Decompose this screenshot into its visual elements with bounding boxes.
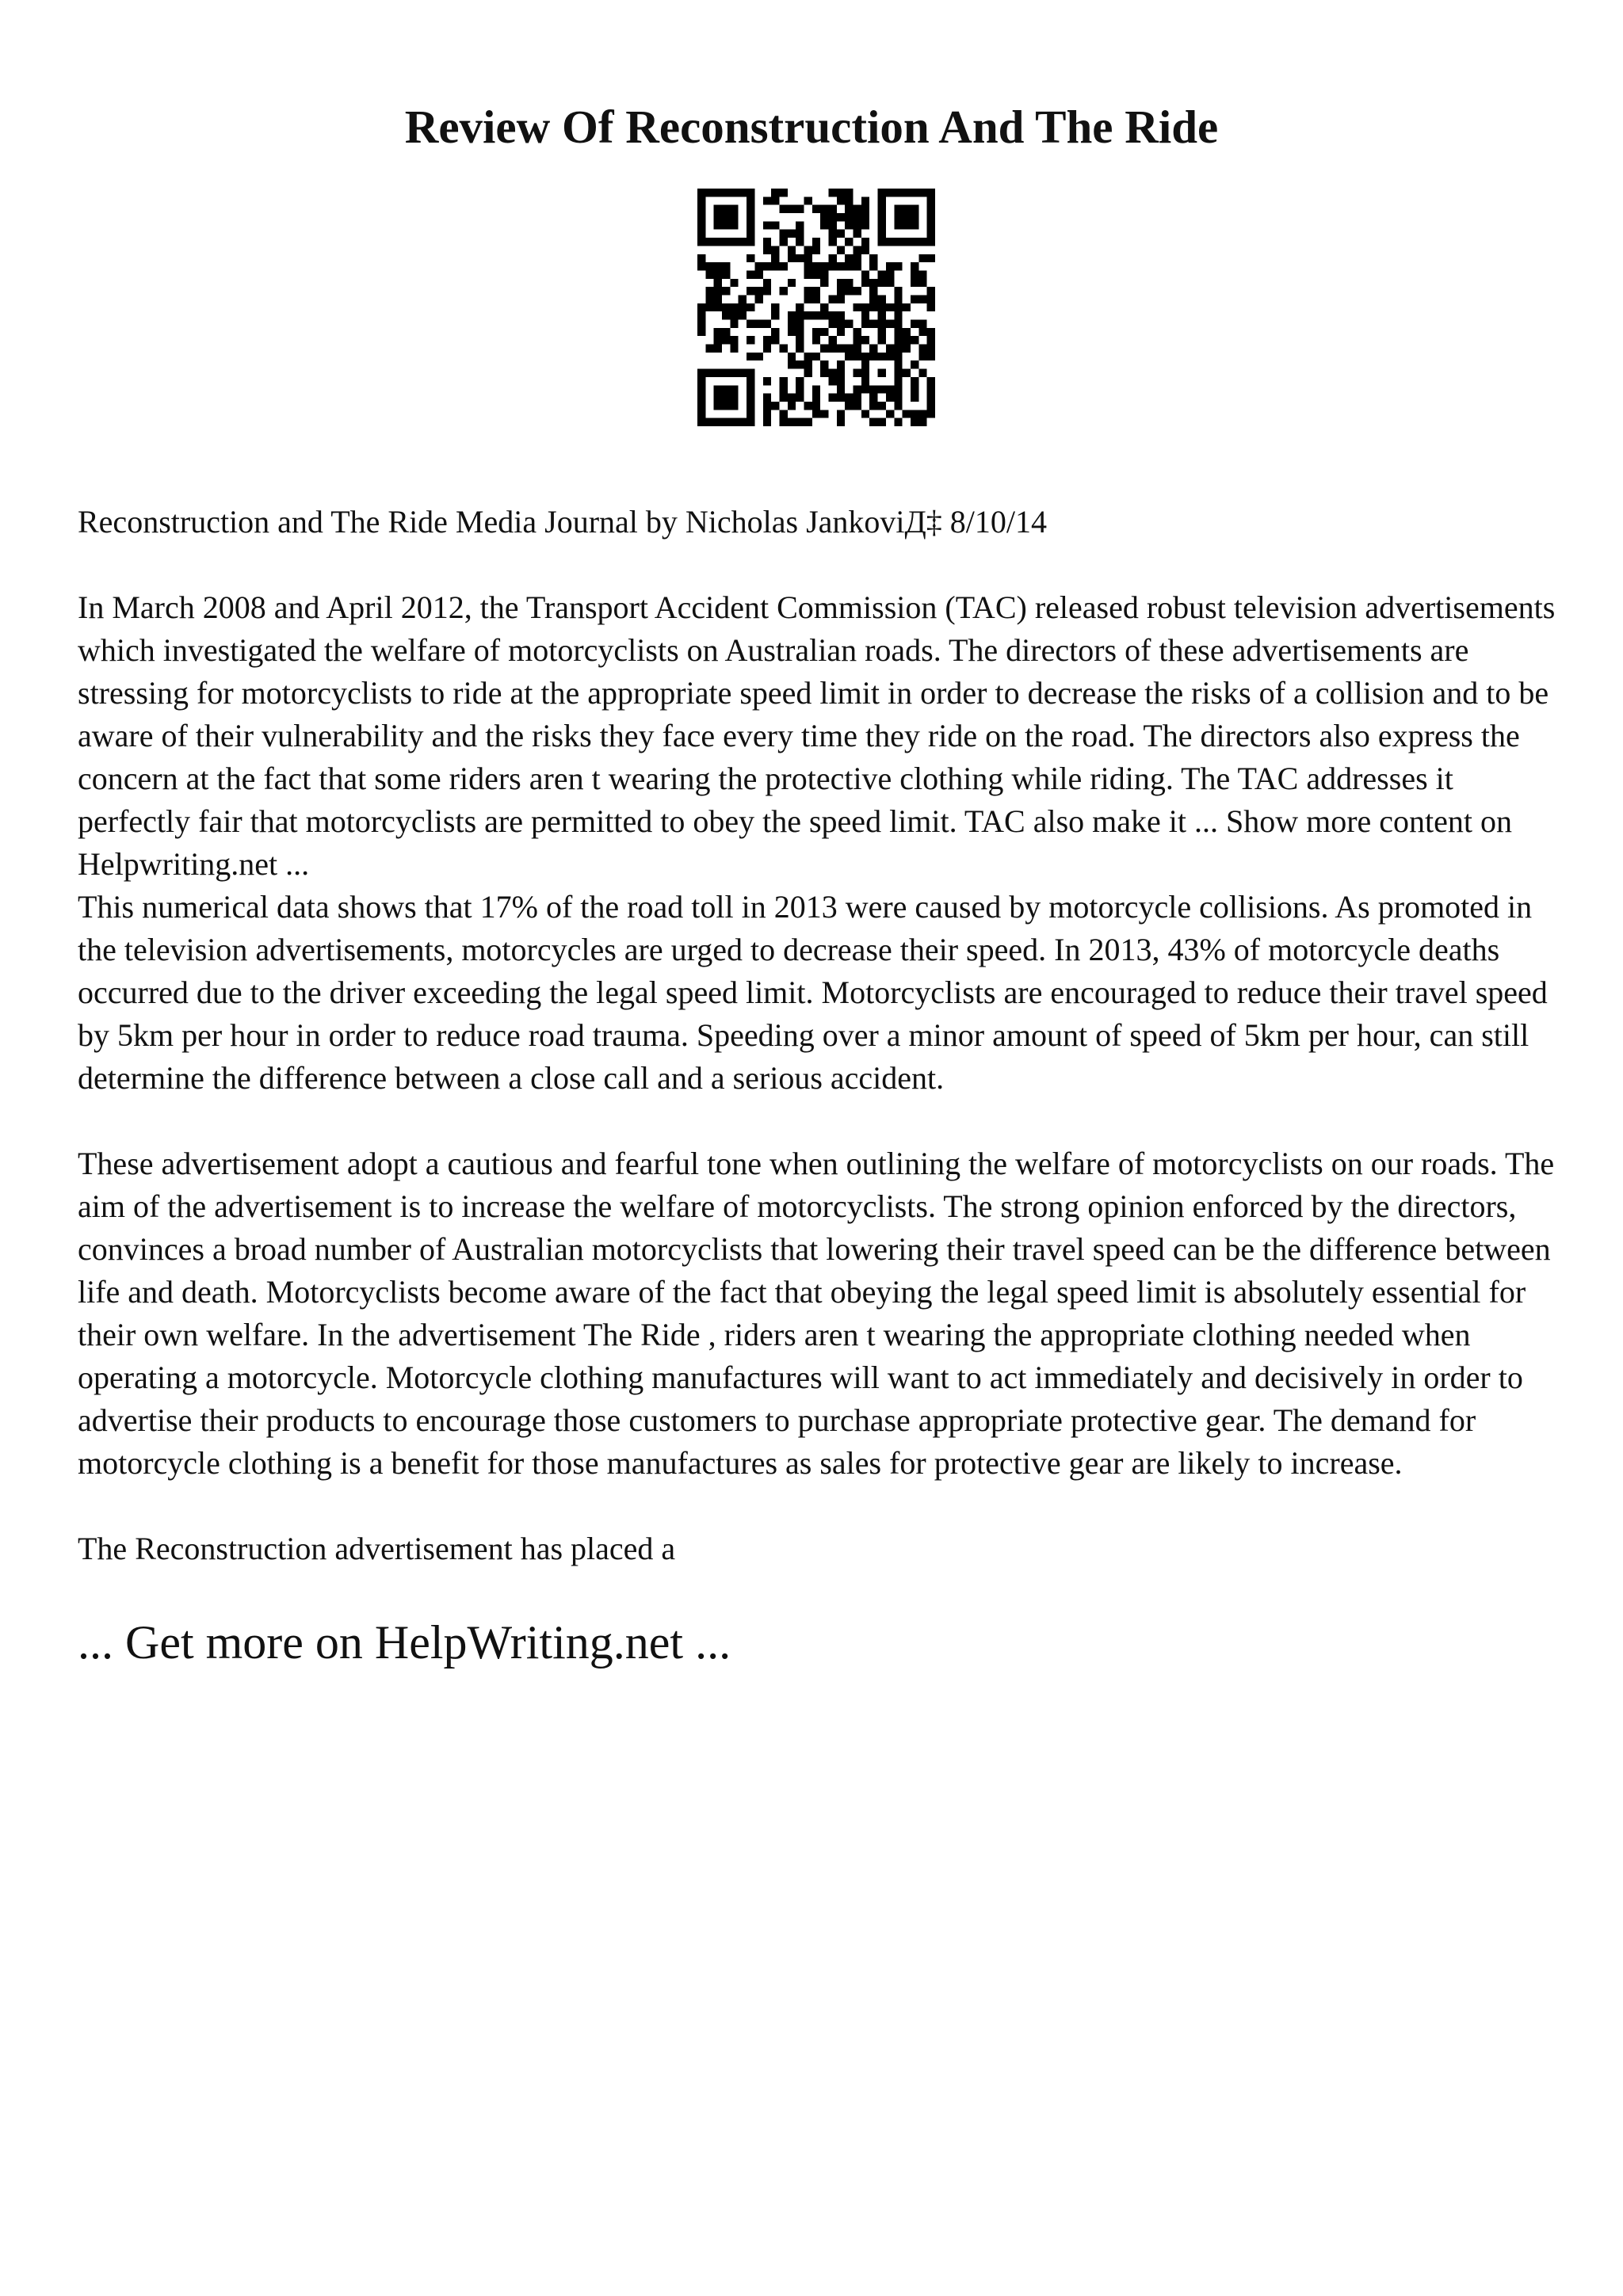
article-paragraph-2: This numerical data shows that 17% of the road toll in 2013 were caused by motorcycle collisions. As promoted in the television advertisements, motorcycles are urged to decrease their speed. In 2013, 43% of motorcycle deaths occurred due to the driver exceeding the legal speed limit. Motorcyclists are encouraged to reduce their travel speed by 5km per hour in order to reduce road trauma. Speeding over a minor amount of speed of 5km per hour, can still determine the difference between a close call and a serious accident. [78, 889, 1548, 1096]
get-more-link[interactable]: ... Get more on HelpWriting.net ... [78, 1616, 731, 1669]
article-paragraph-4: The Reconstruction advertisement has placed a [78, 1531, 676, 1566]
article-byline: Reconstruction and The Ride Media Journal by Nicholas JankoviД‡ 8/10/14 [78, 504, 1048, 540]
qr-code-icon [697, 189, 935, 426]
page-title: Review Of Reconstruction And The Ride [404, 101, 1219, 153]
article-paragraph-3: These advertisement adopt a cautious and fearful tone when outlining the welfare of motorcyclists on our roads. The aim of the advertisement is to increase the welfare of motorcyclists. The strong opinion enforced by the directors, convinces a broad number of Australian motorcyclists that lowering their travel speed can be the difference between life and death. Motorcyclists become aware of the fact that obeying the legal speed limit is absolutely essential for their own welfare. In the advertisement The Ride , riders aren t wearing the appropriate clothing needed when operating a motorcycle. Motorcycle clothing manufactures will want to act immediately and decisively in order to advertise their products to encourage those customers to purchase appropriate protective gear. The demand for motorcycle clothing is a benefit for those manufactures as sales for protective gear are likely to increase. [78, 1146, 1555, 1481]
article-paragraph-1: In March 2008 and April 2012, the Transport Accident Commission (TAC) released robust television advertisements which investigated the welfare of motorcyclists on Australian roads. The directors of these advertisements are stressing for motorcyclists to ride at the appropriate speed limit in order to decrease the risks of a collision and to be aware of their vulnerability and the risks they face every time they ride on the road. The directors also express the concern at the fact that some riders aren t wearing the protective clothing while riding. The TAC addresses it perfectly fair that motorcyclists are permitted to obey the speed limit. TAC also make it ... Show more content on Helpwriting.net ... [78, 589, 1556, 882]
qr-code-graphic [697, 189, 935, 426]
article-body [78, 501, 1568, 1672]
